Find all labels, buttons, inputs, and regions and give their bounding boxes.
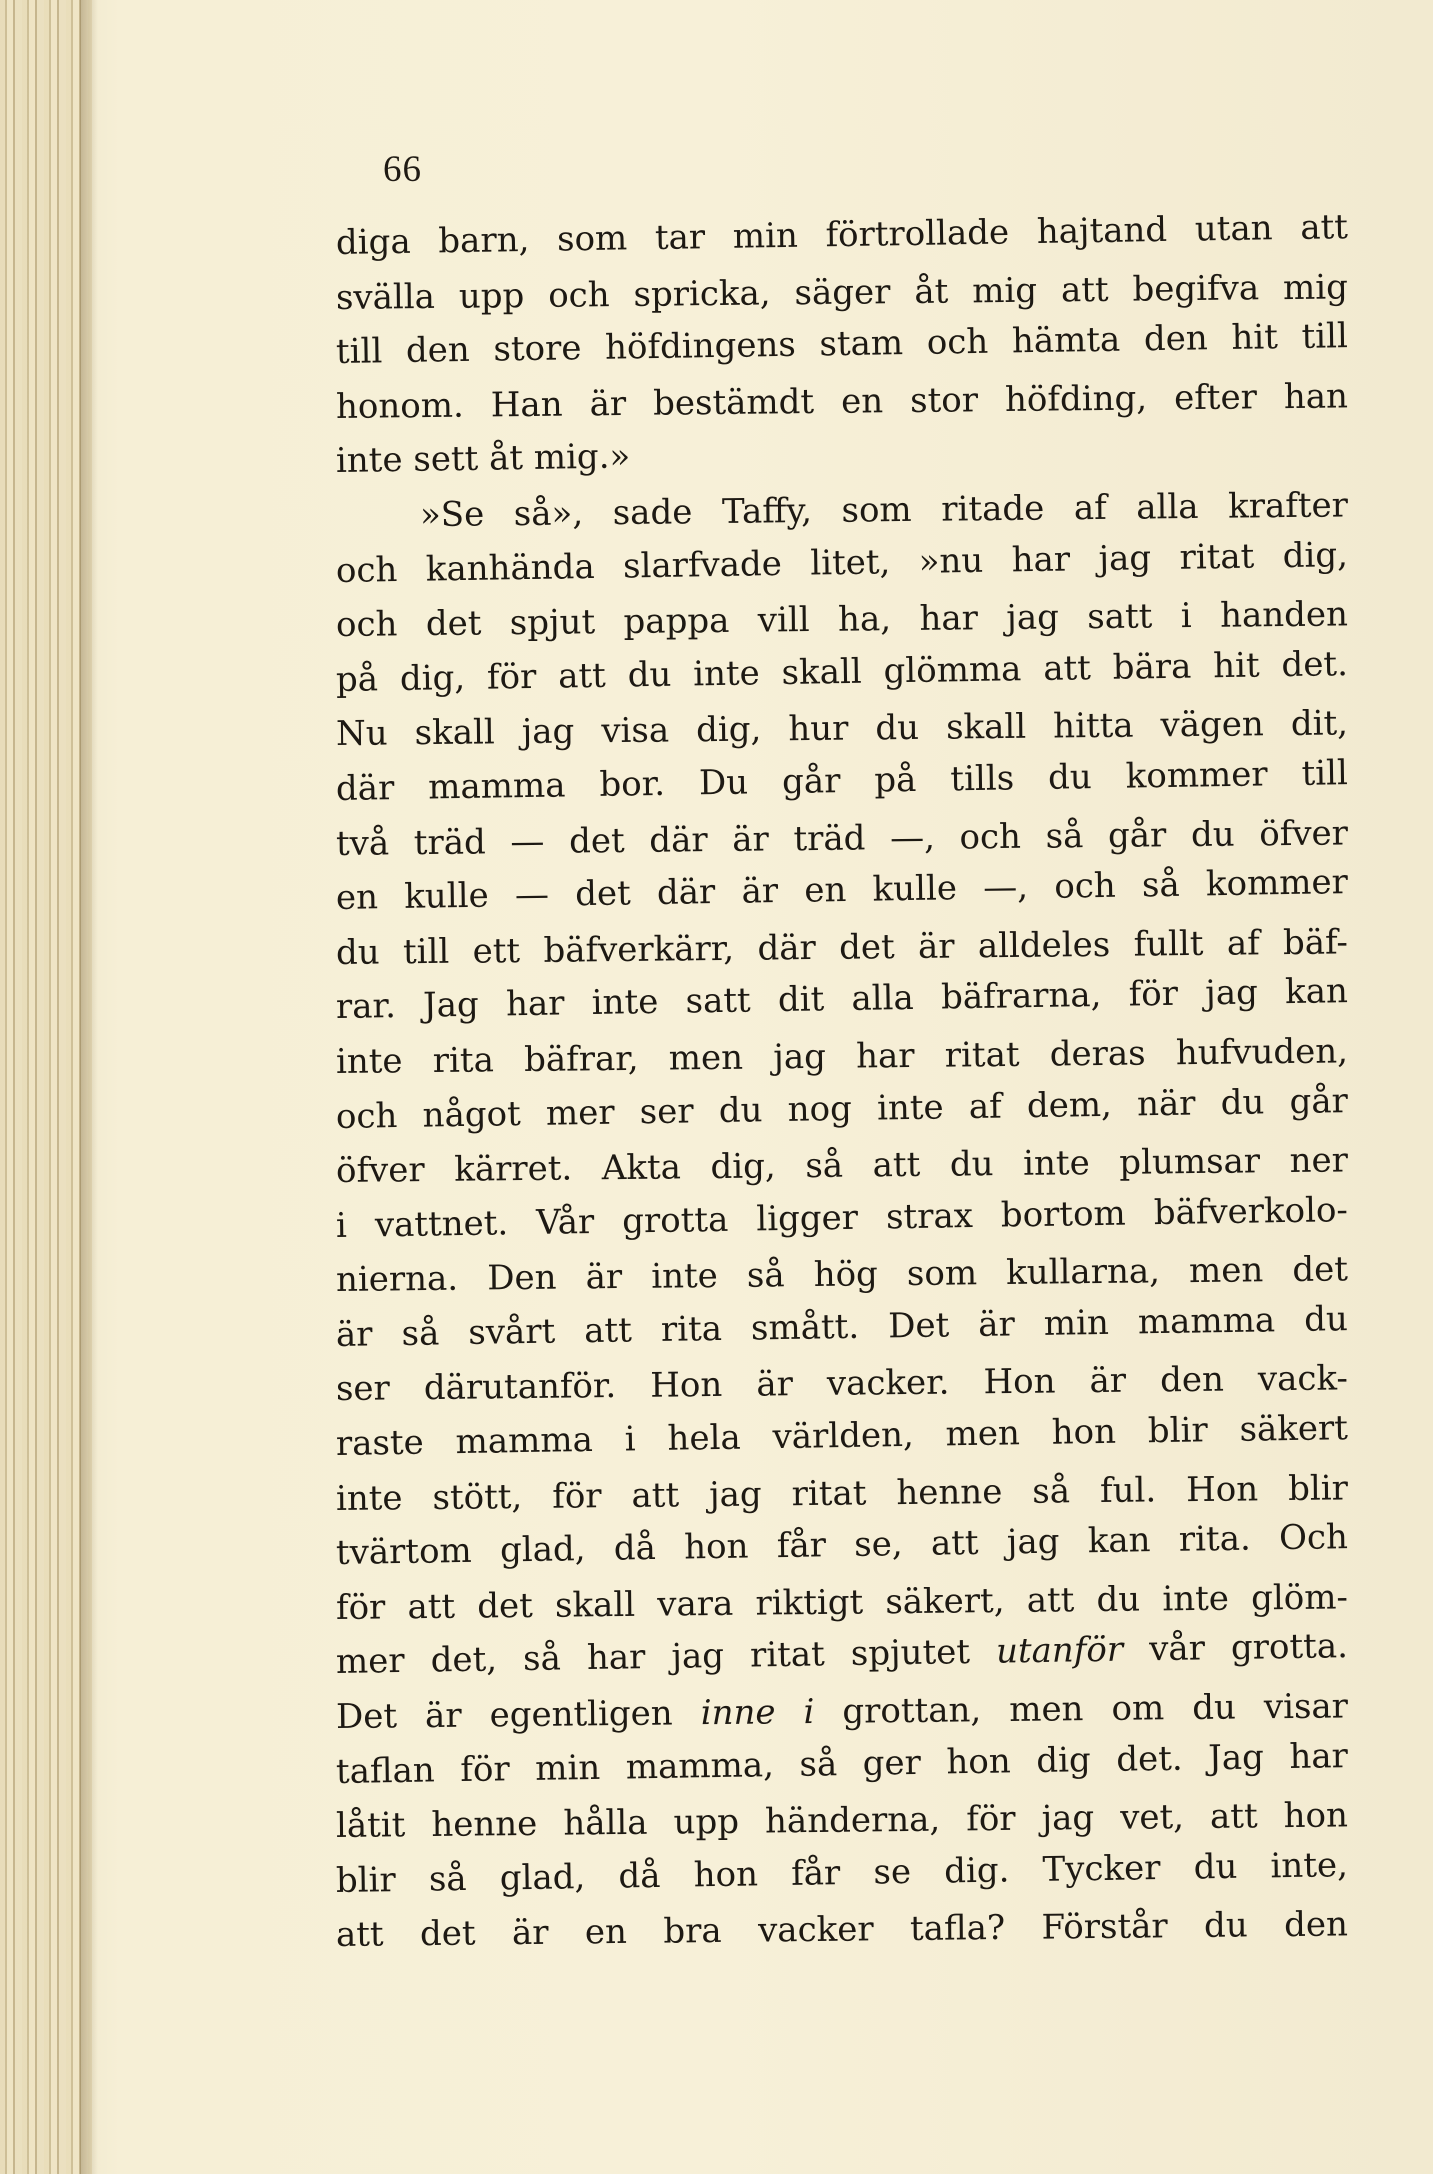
line-text: i vattnet. Vår grotta ligger strax bortom bäfverkolo- [335,1189,1349,1246]
line-text: rar. Jag har inte satt dit alla bäfrarna, för jag kan [335,971,1349,1028]
gutter-shadow [80,0,98,2174]
line-text: på dig, för att du inte skall glömma att bära hit det. [335,643,1349,700]
line-text: öfver kärret. Akta dig, så att du inte plumsar ner [335,1140,1349,1192]
text-line [336,200,1349,270]
page-number: 66 [383,149,422,190]
line-text: till den store höfdingens stam och hämta den hit till [335,316,1349,373]
line-text: och det spjut pappa vill ha, har jag satt i handen [335,594,1349,646]
line-text: och kanhända slarfvade litet, »nu har jag ritat dig, [335,534,1349,591]
line-text: mer det, så har jag ritat spjutet [335,1632,997,1683]
line-text: diga barn, som tar min förtrollade hajtand utan att [335,207,1349,263]
line-text: honom. Han är bestämdt en stor höfding, efter han [335,376,1349,427]
line-text: inte sett åt mig.» [335,436,631,482]
line-text: taflan för min mamma, så ger hon dig det. Jag har [335,1735,1349,1792]
line-text: du till ett bäfverkärr, där det är alldeles fullt af bäf- [335,922,1349,973]
line-text: »Se så», sade Taffy, som ritade af alla krafter [419,485,1349,536]
line-text: är så svårt att rita smått. Det är min mamma du [335,1298,1349,1355]
line-text: inte stött, för att jag ritat henne så ful. Hon blir [335,1468,1349,1519]
line-text: ser därutanför. Hon är vacker. Hon är den vack- [335,1358,1349,1410]
line-text: en kulle — det där är en kulle —, och så kommer [335,862,1349,919]
line-text: svälla upp och spricka, säger åt mig att begifva mig [335,266,1349,318]
line-text-continued: grottan, men om du visar [814,1686,1349,1733]
line-text: inte rita bäfrar, men jag har ritat deras hufvuden, [335,1031,1349,1082]
line-text: Nu skall jag visa dig, hur du skall hitta vägen dit, [335,703,1349,755]
line-text: Det är egentligen [335,1693,701,1738]
line-text: nierna. Den är inte så hög som kullarna, men det [335,1249,1349,1301]
line-text: två träd — det där är träd —, och så går du öfver [335,812,1349,864]
line-text: låtit henne hålla upp händerna, för jag vet, att hon [335,1795,1349,1847]
line-text: raste mamma i hela världen, men hon blir säkert [335,1408,1349,1465]
line-text: tvärtom glad, då hon får se, att jag kan rita. Och [335,1517,1349,1574]
line-text: att det är en bra vacker tafla? Förstår du den [335,1904,1349,1956]
line-text: där mamma bor. Du går på tills du kommer till [335,753,1349,809]
page-edges [0,0,92,2174]
line-text: blir så glad, då hon får se dig. Tycker du inte, [335,1844,1349,1901]
line-text: för att det skall vara riktigt säkert, att du inte glöm- [335,1577,1349,1628]
emphasized-text: utanför [995,1630,1124,1673]
text-line [336,1898,1349,1963]
emphasized-text: inne i [700,1692,815,1734]
body-text [335,207,1349,1963]
line-text: och något mer ser du nog inte af dem, när du går [335,1080,1349,1137]
line-text-continued: vår grotta. [1122,1626,1349,1671]
